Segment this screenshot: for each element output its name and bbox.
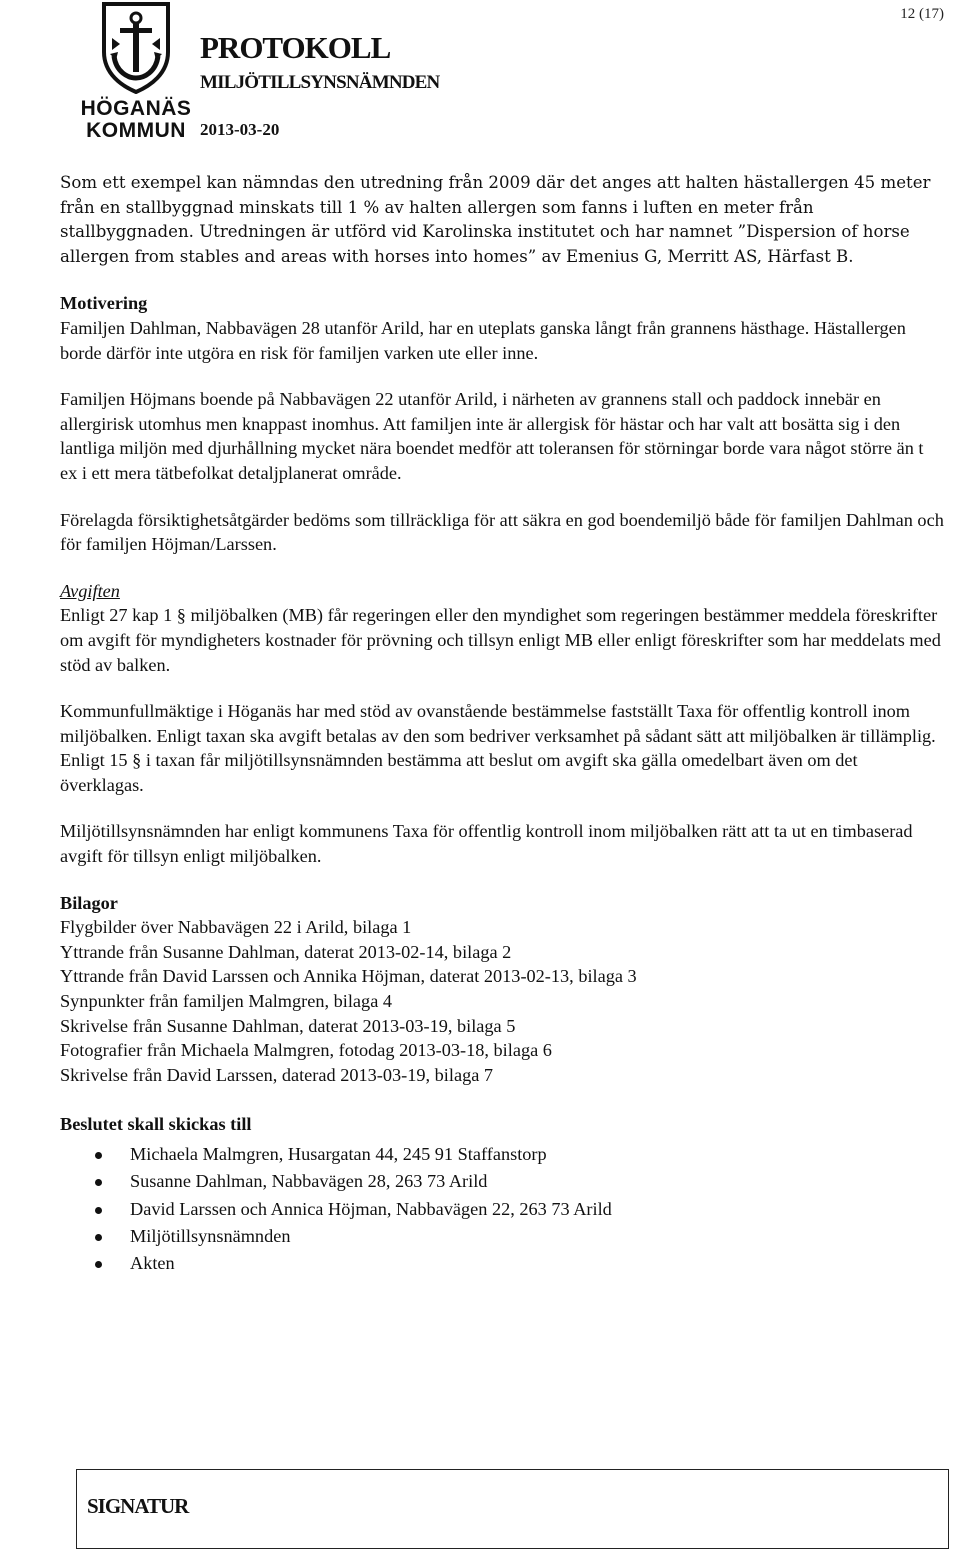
signature-box [76, 1469, 949, 1549]
heading-bilagor: Bilagor [60, 892, 118, 913]
paragraph-hojman-part1: Familjen Höjmans boende på Nabbavägen 22 utanför Arild, i närheten av grannens stall och paddock innebär en allergirisk utomhus men knappast inomhus. [60, 389, 881, 434]
page-number: 12 (17) [900, 6, 944, 22]
meeting-date: 2013-03-20 [200, 120, 280, 139]
paragraph-hojman [60, 387, 945, 485]
recipient-item: Miljötillsynsnämnden [60, 1223, 945, 1250]
paragraph-study-example: Som ett exempel kan nämndas den utredning från 2009 där det anges att halten hästallergen 45 meter från en stallbyggnad minskats till 1 % av halten allergen som fanns i luften en meter från stallbyggnaden. Utredningen är utförd vid Karolinska institutet och har namnet ”Dispersion of horse allergen from stables and areas with horses into homes” av Emenius G, Merritt AS, Härfast B. [60, 173, 931, 266]
recipient-item: Akten [60, 1250, 945, 1277]
recipients-list [60, 1141, 945, 1277]
document-title: PROTOKOLL [200, 30, 391, 65]
paragraph-avgiften: Enligt 27 kap 1 § miljöbalken (MB) får regeringen eller den myndighet som regeringen bestämmer meddela föreskrifter om avgift för myndigheters kostnader för prövning och tillsyn enligt MB eller enligt föreskrifter som har meddelats med stöd av balken. [60, 605, 941, 675]
heading-avgiften: Avgiften [60, 580, 120, 601]
bilaga-item: Synpunkter från familjen Malmgren, bilaga 4 [60, 991, 393, 1012]
bilagor-list [60, 915, 945, 1087]
paragraph-precautions: Förelagda försiktighetsåtgärder bedöms som tillräckliga för att säkra en god boendemiljö både för familjen Dahlman och för familjen Höjman/Larssen. [60, 509, 944, 555]
paragraph-taxa: Kommunfullmäktige i Höganäs har med stöd av ovanstående bestämmelse fastställt Taxa för offentlig kontroll inom miljöbalken. Enligt taxan ska avgift betalas av den som bedriver verksamhet på sådant sätt att miljöbalken är tillämplig. Enligt 15 § i taxan får miljötillsynsnämnden bestämma att beslut om avgift ska gälla omedelbart även om det överklagas. [60, 701, 936, 795]
paragraph-motivering: Familjen Dahlman, Nabbavägen 28 utanför Arild, har en uteplats ganska långt från grannens hästhage. Hästallergen borde därför inte utgöra en risk för familjen varken ute eller inne. [60, 317, 906, 363]
bilaga-item: Skrivelse från Susanne Dahlman, daterat 2013-03-19, bilaga 5 [60, 1015, 516, 1036]
bilaga-item: Flygbilder över Nabbavägen 22 i Arild, bilaga 1 [60, 917, 412, 938]
heading-recipients: Beslutet skall skickas till [60, 1114, 252, 1135]
bilaga-item: Fotografier från Michaela Malmgren, fotodag 2013-03-18, bilaga 6 [60, 1040, 552, 1061]
municipality-logo [80, 2, 190, 142]
paragraph-hojman-part2: Att familjen inte är allergisk för hästar och har valt att bosätta sig i den lantliga miljön med djurhållning mycket nära boendet medför att toleransen för störningar borde vara något större än t ex i ett mera tätbefolkat detaljplanerat område. [60, 413, 924, 483]
paragraph-timbaserad-avgift: Miljötillsynsnämnden har enligt kommunens Taxa för offentlig kontroll inom miljöbalken rätt att ta ut en timbaserad avgift för tillsyn enligt miljöbalken. [60, 821, 913, 867]
coat-of-arms-icon [98, 2, 174, 94]
bilaga-item: Skrivelse från David Larssen, daterad 2013-03-19, bilaga 7 [60, 1064, 494, 1085]
logo-text-line2: KOMMUN [86, 119, 186, 142]
bilaga-item: Yttrande från Susanne Dahlman, daterat 2013-02-14, bilaga 2 [60, 941, 512, 962]
recipient-item: Michaela Malmgren, Husargatan 44, 245 91 Staffanstorp [60, 1141, 945, 1168]
recipient-item: David Larssen och Annica Höjman, Nabbavägen 22, 263 73 Arild [60, 1196, 945, 1223]
heading-motivering: Motivering [60, 293, 148, 314]
logo-text-line1: HÖGANÄS [80, 97, 192, 120]
recipient-item: Susanne Dahlman, Nabbavägen 28, 263 73 Arild [60, 1168, 945, 1195]
bilaga-item: Yttrande från David Larssen och Annika Höjman, daterat 2013-02-13, bilaga 3 [60, 966, 637, 987]
signature-label: SIGNATUR [87, 1494, 189, 1518]
organization-name: MILJÖTILLSYNSNÄMNDEN [200, 72, 440, 93]
protocol-body [60, 171, 945, 1277]
